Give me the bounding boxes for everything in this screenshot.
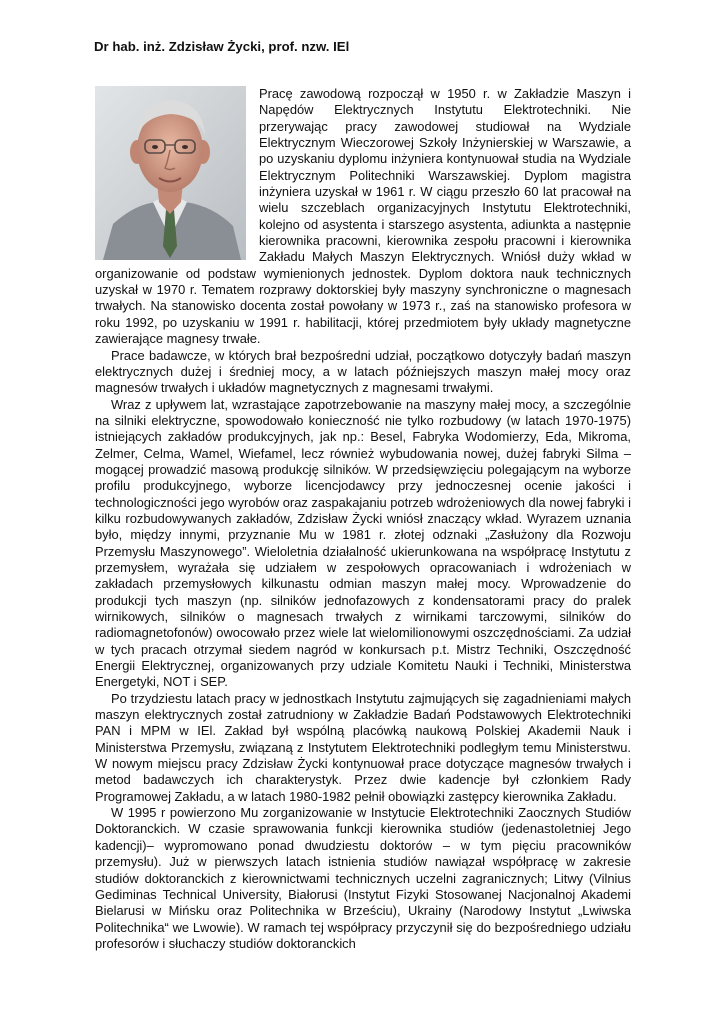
document-title: Dr hab. inż. Zdzisław Życki, prof. nzw. IEl bbox=[94, 39, 350, 54]
portrait-photo bbox=[95, 86, 246, 260]
paragraph: Pracę zawodową rozpoczął w 1950 r. w Zakładzie Maszyn i Napędów Elektrycznych Instytutu Elektrotechniki. Nie przerywając pracy zawodowej studiował na Wydziale Elektrycznym Wieczorowej Szkoły Inżynierskiej w Warszawie, a po uzyskaniu dyplomu inżyniera kontynuował studia na Wydziale Elektrycznym Politechniki Warszawskiej. Dyplom magistra inżyniera uzyskał w 1961 r. W ciągu przeszło 60 lat pracował na wielu szczeblach organizacyjnych Instytutu Elektrotechniki, kolejno od asystenta i starszego asystenta, adiunkta a następnie kierownika pracowni, kierownika zespołu pracowni i kierownika Zakładu Małych Maszyn Elektrycznych. Wniósł duży wkład w organizowanie od podstaw wymienionych jednostek. Dyplom doktora nauk technicznych uzyskał w 1970 r. Tematem rozprawy doktorskiej były maszyny synchroniczne o magnesach trwałych. Na stanowisko docenta został powołany w 1973 r., zaś na stanowisko profesora w roku 1992, po uzyskaniu w 1991 r. habilitacji, której przedmiotem były układy magnetyczne zawierające magnesy trwałe. bbox=[95, 86, 631, 347]
paragraph: Prace badawcze, w których brał bezpośredni udział, początkowo dotyczyły badań maszyn elektrycznych dużej i średniej mocy, a w latach późniejszych maszyn małej mocy oraz magnesów trwałych i układów magnetycznych z magnesami trwałymi. bbox=[95, 347, 631, 396]
paragraph: Wraz z upływem lat, wzrastające zapotrzebowanie na maszyny małej mocy, a szczególnie na silniki elektryczne, spowodowało konieczność nie tylko rozbudowy (w latach 1970-1975) istniejących zakładów produkcyjnych, jak np.: Besel, Fabryka Wodomierzy, Eda, Mikroma, Zelmer, Celma, Wamel, Wiefamel, lecz również wybudowania nowej, dużej fabryki Silma – mogącej prowadzić masową produkcję silników. W przedsięwzięciu polegającym na wyborze profilu produkcyjnego, wyborze licencjodawcy przy jednoczesnej ocenie jakości i technologiczności jego wyrobów oraz zaspakajaniu potrzeb wdrożeniowych dla nowej fabryki i kilku rozbudowywanych zakładów, Zdzisław Życki wniósł znaczący wkład. Wyrazem uznania było, między innymi, przyznanie Mu w 1981 r. złotej odznaki „Zasłużony dla Rozwoju Przemysłu Maszynowego”. Wieloletnia działalność ukierunkowana na współpracę Instytutu z przemysłem, wyrażała się udziałem w zespołowych opracowaniach i wdrożeniach w zakładach przemysłowych kilkunastu odmian maszyn małej mocy. Wprowadzenie do produkcji tych maszyn (np. silników jednofazowych z kondensatorami pracy do pralek wirnikowych, silników o magnesach trwałych z wirnikami tarczowymi, silników do radiomagnetofonów) owocowało przez wiele lat wielomilionowymi oszczędnościami. Za udział w tych pracach otrzymał siedem nagród w konkursach p.t. Mistrz Techniki, Oszczędność Energii Elektrycznej, organizowanych przy udziale Komitetu Nauki i Techniki, Ministerstwa Energetyki, NOT i SEP. bbox=[95, 396, 631, 690]
person-portrait-icon bbox=[95, 86, 246, 260]
document-body bbox=[95, 86, 631, 952]
paragraph: Po trzydziestu latach pracy w jednostkach Instytutu zajmujących się zagadnieniami małych maszyn elektrycznych został zatrudniony w Zakładzie Badań Podstawowych Elektrotechniki PAN i MPM w IEl. Zakład był wspólną placówką naukową Polskiej Akademii Nauk i Ministerstwa Przemysłu, związaną z Instytutem Elektrotechniki podległym temu Ministerstwu. W nowym miejscu pracy Zdzisław Życki kontynuował prace dotyczące magnesów trwałych i metod badawczych ich charakterystyk. Przez dwie kadencje był członkiem Rady Programowej Zakładu, a w latach 1980-1982 pełnił obowiązki zastępcy kierownika Zakładu. bbox=[95, 690, 631, 804]
paragraph: W 1995 r powierzono Mu zorganizowanie w Instytucie Elektrotechniki Zaocznych Studiów Doktoranckich. W czasie sprawowania funkcji kierownika studiów (jedenastoletniej Jego kadencji)– wypromowano ponad dwudziestu doktorów – w tym pięciu pracowników przemysłu). Już w pierwszych latach istnienia studiów nawiązał współpracę w zakresie studiów doktoranckich z kierownictwami technicznych uczelni zagranicznych; Litwy (Vilnius Gediminas Technical University, Białorusi (Instytut Fizyki Stosowanej Nacjonalnoj Akademi Bielarusi w Mińsku oraz Politechnika w Brześciu), Ukrainy (Narodowy Instytut „Lwiwska Politechnika“ we Lwowie). W ramach tej współpracy przyczynił się do bezpośredniego udziału profesorów i słuchaczy studiów doktoranckich bbox=[95, 805, 631, 951]
